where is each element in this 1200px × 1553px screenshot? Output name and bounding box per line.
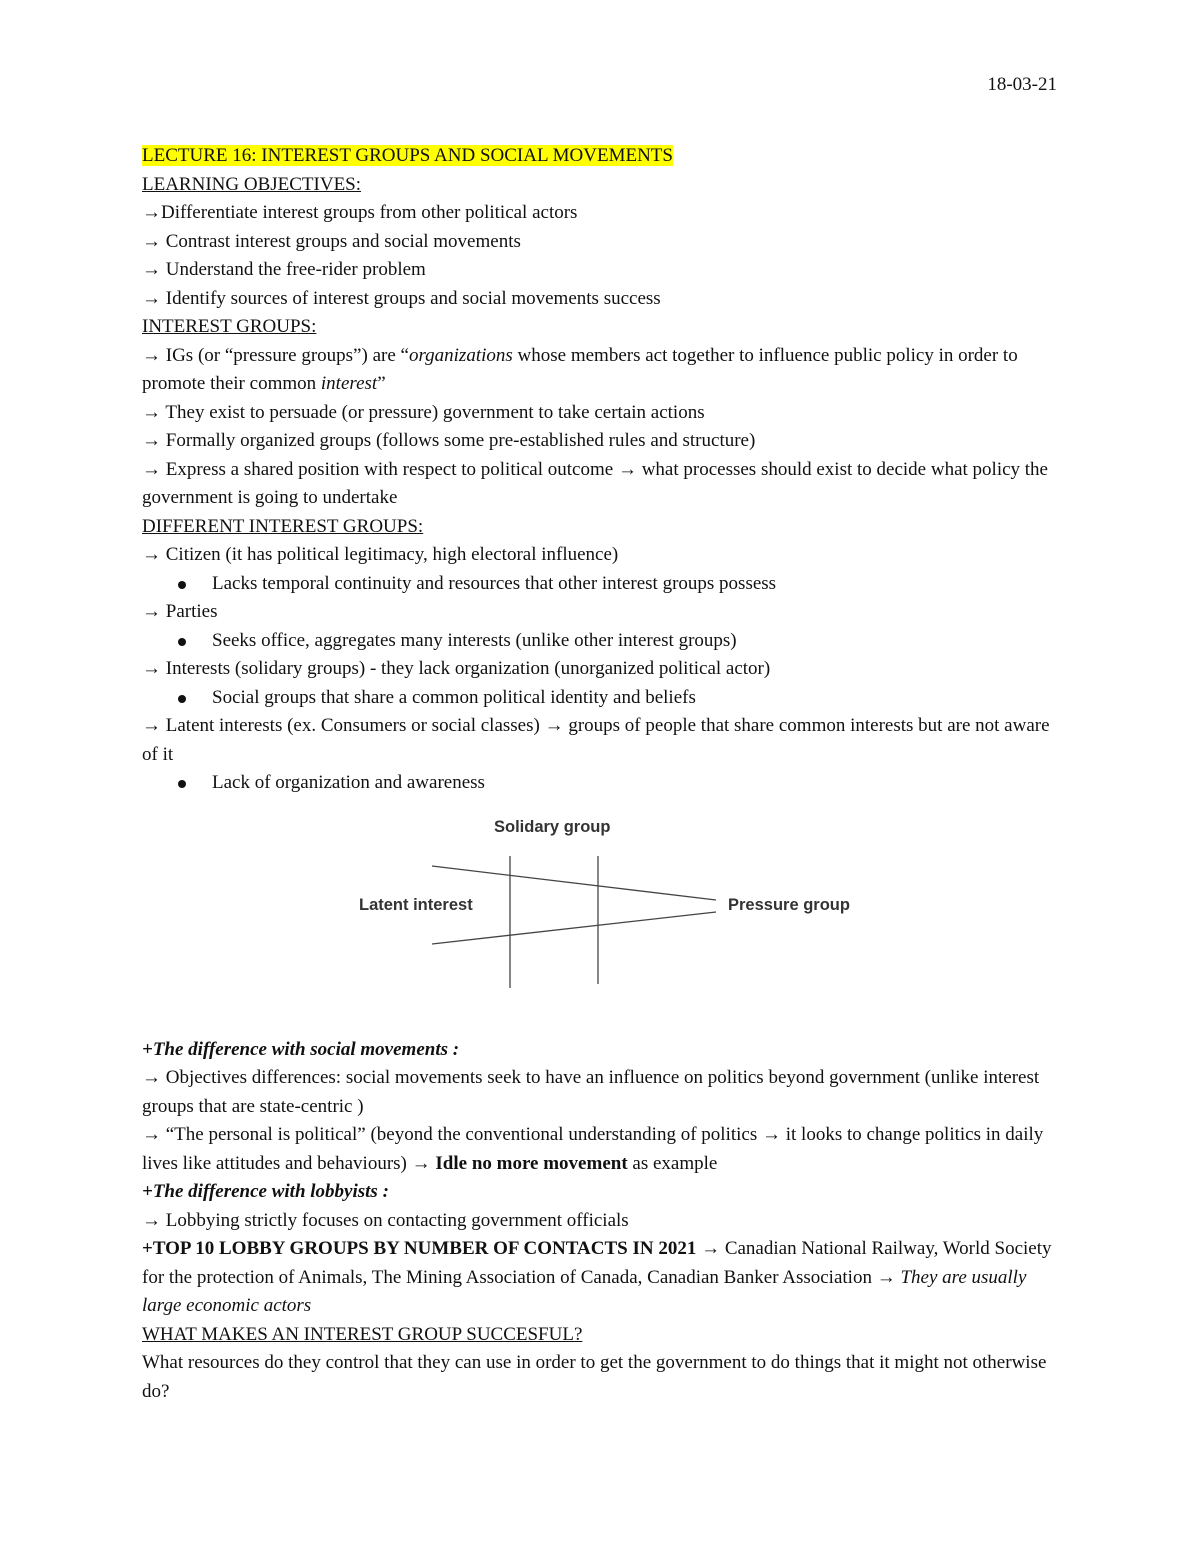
lobbyists-heading: +The difference with lobbyists : bbox=[142, 1181, 389, 1202]
top10-lobby-groups bbox=[142, 1235, 1062, 1321]
social-movements-heading: +The difference with social movements : bbox=[142, 1038, 460, 1060]
interest-groups-definition bbox=[142, 342, 1062, 399]
diagram-lines bbox=[342, 802, 882, 1032]
interest-groups-item: → Express a shared position with respect to political outcome → what processes should exist to decide what policy the government is going to undertake bbox=[142, 458, 1048, 508]
bullet-text: Social groups that share a common political identity and beliefs bbox=[212, 686, 696, 708]
diagram-lower-line bbox=[432, 912, 716, 944]
interests-bullet bbox=[142, 684, 1062, 713]
objectives-heading: LEARNING OBJECTIVES: bbox=[142, 173, 362, 195]
parties-bullet bbox=[142, 627, 1062, 656]
objective-item: → Understand the free-rider problem bbox=[142, 259, 426, 280]
objective-item: → Contrast interest groups and social movements bbox=[142, 230, 521, 252]
diagram-label-pressure: Pressure group bbox=[728, 895, 850, 914]
lecture-title bbox=[142, 142, 1062, 171]
definition-emphasis: organizations bbox=[408, 344, 513, 366]
diagram-section bbox=[142, 802, 1062, 1032]
lecture-title-text: LECTURE 16: INTEREST GROUPS AND SOCIAL MOVEMENTS bbox=[142, 145, 673, 166]
diagram-upper-line bbox=[432, 866, 716, 900]
latent-item: → Latent interests (ex. Consumers or social classes) → groups of people that share common interests but are not aware of it bbox=[142, 715, 1050, 765]
citizen-item: → Citizen (it has political legitimacy, high electoral influence) bbox=[142, 544, 619, 565]
success-question: What resources do they control that they can use in order to get the government to do things that it might not otherwise do? bbox=[142, 1352, 1047, 1402]
definition-part: whose members act together to influence public policy in order to promote their common bbox=[142, 344, 1018, 394]
parties-item: → Parties bbox=[142, 601, 218, 622]
objective-item: →Differentiate interest groups from other political actors bbox=[142, 202, 578, 223]
bullet-dot-icon bbox=[178, 780, 186, 788]
bullet-text: Lacks temporal continuity and resources that other interest groups possess bbox=[212, 572, 777, 594]
bullet-dot-icon bbox=[178, 581, 186, 589]
social-text: as example bbox=[627, 1152, 718, 1174]
definition-part: ” bbox=[377, 373, 386, 394]
diagram-label-solidary: Solidary group bbox=[494, 817, 611, 836]
latent-bullet bbox=[142, 769, 1062, 798]
document-body bbox=[142, 142, 1062, 1406]
social-emphasis: Idle no more movement bbox=[435, 1152, 628, 1174]
bullet-dot-icon bbox=[178, 638, 186, 646]
bullet-text: Lack of organization and awareness bbox=[212, 772, 485, 793]
objective-item: → Identify sources of interest groups and social movements success bbox=[142, 287, 661, 309]
social-text: → “The personal is political” (beyond the conventional understanding of politics → it looks to change politics in daily lives like attitudes and behaviours) → bbox=[142, 1124, 1044, 1174]
page-date: 18-03-21 bbox=[987, 74, 1057, 95]
citizen-bullet bbox=[142, 570, 1062, 599]
interest-groups-item: → They exist to persuade (or pressure) government to take certain actions bbox=[142, 401, 705, 423]
different-groups-heading: DIFFERENT INTEREST GROUPS: bbox=[142, 515, 424, 537]
lobbyists-item: → Lobbying strictly focuses on contacting government officials bbox=[142, 1209, 629, 1231]
interest-groups-heading: INTEREST GROUPS: bbox=[142, 316, 317, 337]
diagram-label-latent: Latent interest bbox=[359, 895, 473, 914]
top10-list: → Canadian National Railway, World Society for the protection of Animals, The Mining Association of Canada, Canadian Banker Association → bbox=[142, 1238, 1052, 1288]
definition-part: → IGs (or “pressure groups”) are “ bbox=[142, 344, 409, 366]
success-heading: WHAT MAKES AN INTEREST GROUP SUCCESFUL? bbox=[142, 1323, 583, 1345]
definition-emphasis: interest bbox=[320, 373, 378, 394]
bullet-text: Seeks office, aggregates many interests (unlike other interest groups) bbox=[212, 629, 737, 651]
social-movements-item bbox=[142, 1121, 1062, 1178]
social-movements-item: → Objectives differences: social movements seek to have an influence on politics beyond government (unlike interest groups that are state-centric ) bbox=[142, 1067, 1040, 1117]
top10-heading: +TOP 10 LOBBY GROUPS BY NUMBER OF CONTACTS IN 2021 bbox=[142, 1238, 702, 1259]
interest-groups-item: → Formally organized groups (follows some pre-established rules and structure) bbox=[142, 430, 756, 451]
interests-item: → Interests (solidary groups) - they lack organization (unorganized political actor) bbox=[142, 658, 771, 679]
bullet-dot-icon bbox=[178, 695, 186, 703]
interest-group-diagram bbox=[342, 802, 882, 1032]
top10-conclusion: They are usually large economic actors bbox=[142, 1266, 1027, 1316]
